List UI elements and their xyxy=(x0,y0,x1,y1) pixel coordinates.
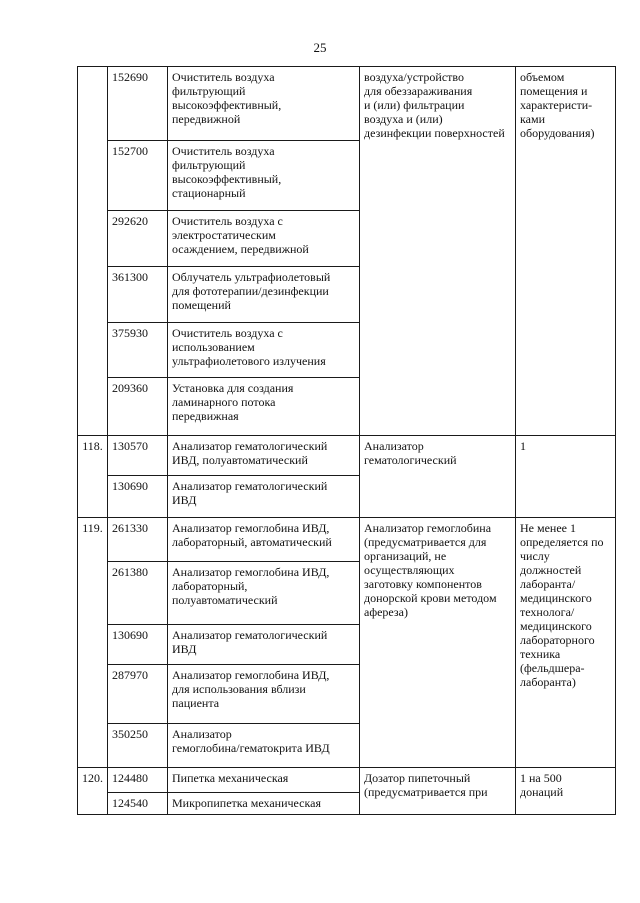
equipment-name: Очиститель воздуха с электростатическим осаждением, передвижной xyxy=(168,211,360,267)
equipment-code: 209360 xyxy=(108,378,168,436)
row-number: 119. xyxy=(78,518,108,768)
table-row xyxy=(78,518,616,562)
equipment-code: 361300 xyxy=(108,267,168,323)
equipment-code: 287970 xyxy=(108,665,168,724)
table-row xyxy=(78,436,616,476)
equipment-code: 130690 xyxy=(108,625,168,665)
equipment-code: 152700 xyxy=(108,141,168,211)
required-quantity: объемом помещения и характеристи- ками оборудования) xyxy=(516,67,616,436)
equipment-name: Анализатор гематологический ИВД xyxy=(168,625,360,665)
equipment-name: Микропипетка механическая xyxy=(168,793,360,815)
equipment-name: Анализатор гемоглобина ИВД, лабораторный, полуавтоматический xyxy=(168,562,360,625)
equipment-code: 261380 xyxy=(108,562,168,625)
row-number: 118. xyxy=(78,436,108,518)
table-row xyxy=(78,67,616,141)
equipment-name: Очиститель воздуха фильтрующий высокоэффективный, стационарный xyxy=(168,141,360,211)
equipment-name: Очиститель воздуха с использованием ультрафиолетового излучения xyxy=(168,323,360,378)
equipment-code: 124540 xyxy=(108,793,168,815)
required-quantity: 1 на 500 донаций xyxy=(516,768,616,815)
page-number: 25 xyxy=(313,40,327,55)
equipment-name: Анализатор гематологический ИВД, полуавтоматический xyxy=(168,436,360,476)
row-number xyxy=(78,67,108,436)
equipment-description: Анализатор гематологический xyxy=(360,436,516,518)
equipment-code: 375930 xyxy=(108,323,168,378)
equipment-name: Анализатор гемоглобина ИВД, для использования вблизи пациента xyxy=(168,665,360,724)
equipment-code: 124480 xyxy=(108,768,168,793)
equipment-name: Пипетка механическая xyxy=(168,768,360,793)
equipment-code: 130570 xyxy=(108,436,168,476)
equipment-description: Анализатор гемоглобина (предусматривается для организаций, не осуществляющих заготовку компонентов донорской крови методом афереза) xyxy=(360,518,516,768)
equipment-description: Дозатор пипеточный (предусматривается при xyxy=(360,768,516,815)
equipment-table xyxy=(77,66,616,815)
required-quantity: 1 xyxy=(516,436,616,518)
equipment-name: Анализатор гемоглобина/гематокрита ИВД xyxy=(168,724,360,768)
equipment-code: 292620 xyxy=(108,211,168,267)
equipment-code: 261330 xyxy=(108,518,168,562)
equipment-name: Анализатор гемоглобина ИВД, лабораторный, автоматический xyxy=(168,518,360,562)
table-row xyxy=(78,768,616,793)
equipment-code: 350250 xyxy=(108,724,168,768)
equipment-description: воздуха/устройство для обеззараживания и (или) фильтрации воздуха и (или) дезинфекции поверхностей xyxy=(360,67,516,436)
equipment-name: Анализатор гематологический ИВД xyxy=(168,476,360,518)
equipment-name: Установка для создания ламинарного потока передвижная xyxy=(168,378,360,436)
equipment-code: 152690 xyxy=(108,67,168,141)
equipment-name: Облучатель ультрафиолетовый для фототерапии/дезинфекции помещений xyxy=(168,267,360,323)
required-quantity: Не менее 1 определяется по числу должностей лаборанта/ медицинского технолога/ медицинского лабораторного техника (фельдшера- лаборанта) xyxy=(516,518,616,768)
equipment-name: Очиститель воздуха фильтрующий высокоэффективный, передвижной xyxy=(168,67,360,141)
equipment-code: 130690 xyxy=(108,476,168,518)
row-number: 120. xyxy=(78,768,108,815)
